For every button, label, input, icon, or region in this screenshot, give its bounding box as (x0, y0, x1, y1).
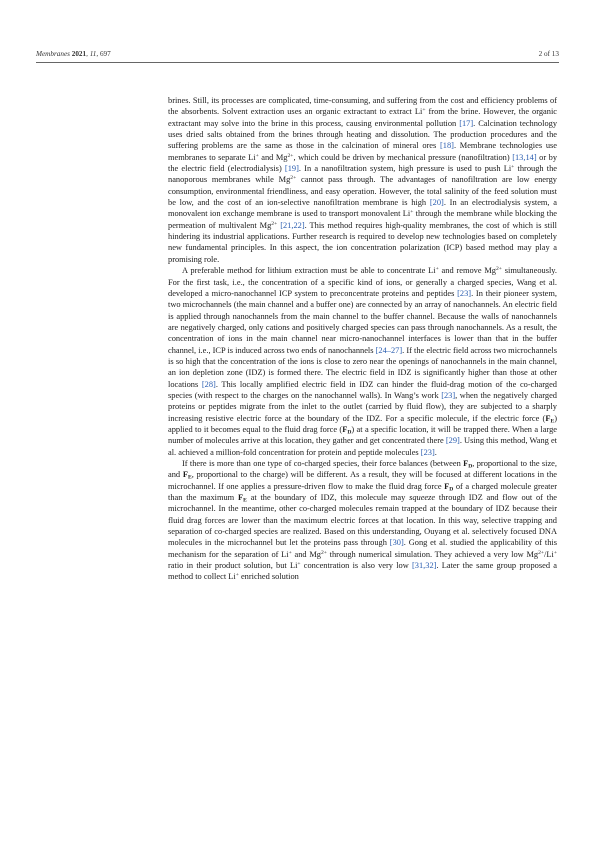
text-run: from the brine. However, the organic extractant may solve into the brine in this process, causing environmental pollution (168, 107, 557, 128)
superscript: + (435, 266, 439, 273)
text-run: cannot pass through. The advantages of nanofiltration are low energy consumption, environmental friendliness, and easy operation. However, the total salinity of the feed solution must be low, and the cost of an ion-selective nanofiltration membrane is high (168, 175, 557, 208)
paragraph-1 (168, 95, 557, 265)
citation-link[interactable]: [23] (441, 390, 456, 400)
text-run: , proportional to the charge) will be different. As a result, they will be focused at different locations in the microchannel. If one applies a pressure-driven flow to make the fluid drag force (168, 470, 558, 491)
text-run: /Li (544, 549, 554, 559)
main-text (168, 95, 557, 583)
text-run: . In an electrodialysis system, a monovalent ion exchange membrane is used to transport monovalent Li (168, 198, 557, 219)
page-number: 2 of 13 (538, 50, 559, 58)
citation-link[interactable]: [19] (284, 164, 299, 174)
superscript: 2+ (271, 220, 278, 227)
text-run: If there is more than one type of co-charged species, their force balances (between (182, 459, 464, 468)
citation-link[interactable]: [24–27] (375, 345, 403, 355)
superscript: + (288, 549, 292, 556)
superscript: + (297, 561, 301, 568)
text-run: and Mg (291, 549, 321, 559)
text-run: ) applied to it becomes equal to the fluid drag force ( (168, 413, 557, 434)
text-run: A preferable method for lithium extraction must be able to concentrate Li (182, 266, 436, 276)
force-symbol: F (444, 481, 450, 491)
text-run: brines. Still, its processes are complicated, time-consuming, and suffering from the cost and efficiency problems of the absorbents. Solvent extraction uses an organic extractant to extract Li (168, 96, 557, 117)
superscript: + (511, 164, 515, 171)
text-run: simultaneously. For the first task, i.e., the concentration of a specific kind of ions, or generally a charged species, Wang et al. developed a micro-nanochannel ICP system to preconcentrate proteins and peptides (168, 266, 558, 298)
text-run: . Membrane technologies use membranes to separate Li (168, 141, 557, 162)
text-run: . This method requires high-quality membranes, the cost of which is still hindering its industrial applications. Further research is required to develop new technologies based on completely new fundamental principles. In this aspect, the ion concentration polarization (ICP) based method may play a promising role. (168, 220, 557, 264)
superscript: 2+ (320, 549, 327, 556)
superscript: 2+ (290, 175, 297, 182)
text-run: . In a nanofiltration system, high pressure is used to push Li (298, 164, 512, 174)
paragraph-2 (168, 265, 557, 458)
citation-link[interactable]: [29] (445, 436, 460, 446)
citation-link[interactable]: [31,32] (412, 561, 437, 571)
text-run: . Using this method, Wang et al. achieved a million-fold concentration for protein and peptide molecules (168, 436, 557, 457)
force-symbol: F (182, 470, 188, 480)
text-run: , which could be driven by mechanical pressure (nanofiltration) (293, 152, 513, 162)
text-run: concentration is also very low (300, 561, 413, 571)
superscript: 2+ (287, 152, 294, 159)
header-rule (36, 62, 559, 63)
citation-link[interactable]: [20] (429, 198, 444, 208)
journal-citation: Membranes 2021, 11, 697 (36, 50, 111, 58)
text-run: . In their pioneer system, two microchannels (the main channel and a buffer one) are connected by an array of nanochannels. An electric field is applied through nanochannels from the main channel to the buffer channel. Because the walls of nanochannels are negatively charged, only cations and positively charged species can pass through nanochannels. As a result, the concentration of ions in the main channel near micro-nanochannel interfaces is lower than that in the buffer channel, i.e., ICP is induced across two ends of nanochannels (168, 288, 557, 355)
force-symbol: F (237, 493, 244, 503)
force-subscript: E (187, 474, 192, 481)
journal-volume: 11 (89, 50, 97, 58)
emphasis: squeeze (409, 493, 436, 503)
citation-link[interactable]: [28] (201, 379, 216, 389)
text-run: . Later the same group proposed a method to collect Li (168, 561, 557, 582)
text-run: . This locally amplified electric field in IDZ can hinder the fluid-drag motion of the co-charged species (with respect to the charges on the nanochannel walls). In Wang’s work (168, 379, 557, 400)
superscript: + (553, 549, 557, 556)
citation-link[interactable]: [17] (459, 118, 474, 128)
superscript: 2+ (496, 266, 502, 273)
force-subscript: E (550, 418, 555, 425)
text-run: at the boundary of IDZ, this molecule may (246, 493, 410, 503)
journal-year: 2021 (71, 50, 87, 58)
force-symbol: F (342, 424, 348, 434)
citation-link[interactable]: [23] (420, 447, 435, 457)
superscript: + (255, 152, 259, 159)
text-run: through the membrane while blocking the permeation of multivalent Mg (168, 209, 557, 230)
text-run: , when the negatively charged proteins or peptides migrate from the inlet to the outlet (carried by fluid flow), they are subjected to a sharply increasing resistive electric force at the boundary of the IDZ. For a specific molecule, if the electric force ( (168, 390, 557, 423)
text-run: or by the electric field (electrodialysis) (168, 152, 558, 174)
force-subscript: D (449, 486, 454, 493)
text-run: enriched solution (238, 572, 299, 582)
text-run: ratio in their product solution, but Li (168, 561, 298, 571)
citation-link[interactable]: [13,14] (512, 152, 537, 162)
superscript: 2+ (538, 549, 545, 556)
force-subscript: E (243, 497, 247, 504)
force-subscript: D (347, 429, 352, 436)
text-run: and remove Mg (438, 266, 496, 276)
citation-link[interactable]: [21,22] (280, 220, 305, 230)
text-run: . If the electric field across two microchannels is so high that the concentration of the ions is close to zero near the openings of nanochannels in the main channel, an ion depletion zone (IDZ) is formed there. The electric field in IDZ is significantly higher than those at other locations (168, 345, 558, 389)
text-run: , proportional to the size, and (168, 459, 557, 480)
journal-name: Membranes (36, 50, 70, 58)
superscript: + (422, 107, 426, 114)
text-run: . (434, 447, 437, 457)
citation-link[interactable]: [30] (389, 538, 404, 548)
force-subscript: D (468, 463, 473, 470)
text-run: through numerical simulation. They achieved a very low Mg (326, 549, 539, 559)
text-run: and Mg (258, 152, 288, 162)
text-run: . Calcination technology uses dried salts obtained from the brines through heating and dissolution. The production procedures and the suffering problems are the same as those in the calcination of mineral ores (168, 118, 558, 151)
text-run: of a charged molecule greater than the maximum (168, 481, 557, 503)
text-run: . Gong et al. studied the applicability of this mechanism for the separation of Li (168, 538, 557, 559)
text-run: ) at a specific location, it will be trapped there. When a large number of molecules arrive at this location, they gather and get concentrated there (168, 424, 557, 446)
paragraph-3 (168, 458, 557, 583)
citation-link[interactable]: [23] (457, 288, 472, 298)
article-number: , 697 (96, 50, 111, 58)
text-run: through IDZ and flow out of the microchannel. In the meantime, other co-charged molecules remain trapped at the boundary of IDZ because their fluid drag forces are lower than the maximum electric forces at that location. In this way, selective trapping and separation of co-charged species are realized. Based on this understanding, Ouyang et al. selectively focused DNA molecules in the microchannel but let the proteins pass through (168, 493, 557, 548)
text-run: through the nanoporous membranes while Mg (168, 164, 557, 185)
superscript: + (410, 209, 414, 216)
force-symbol: F (463, 459, 469, 468)
superscript: + (235, 572, 239, 579)
force-symbol: F (545, 413, 551, 423)
citation-link[interactable]: [18] (440, 141, 454, 151)
